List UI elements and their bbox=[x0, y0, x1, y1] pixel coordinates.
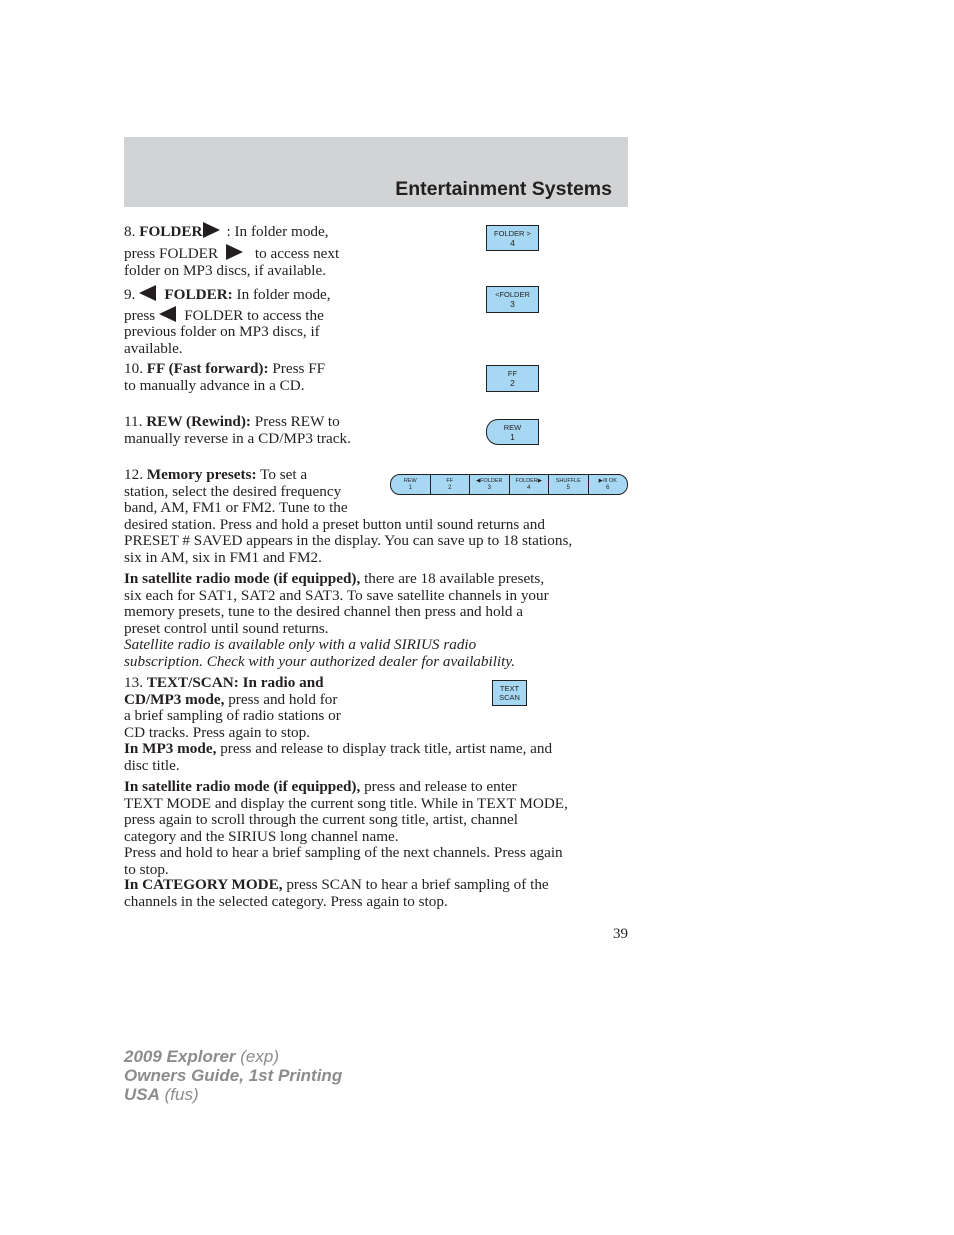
play-right-icon bbox=[226, 244, 243, 260]
preset-6-button[interactable]: ▶/II OK 6 bbox=[598, 477, 617, 491]
category-mode-paragraph: In CATEGORY MODE, press SCAN to hear a brief sampling of the channels in the selected category. Press again to stop. bbox=[124, 876, 549, 910]
preset-5-button[interactable]: SHUFFLE 5 bbox=[549, 475, 589, 494]
preset-1-button[interactable]: REW 1 bbox=[391, 475, 431, 494]
folder-next-button[interactable]: FOLDER > 4 bbox=[486, 225, 539, 251]
text-scan-button[interactable]: TEXT SCAN bbox=[492, 680, 527, 706]
preset-2-button[interactable]: FF 2 bbox=[431, 475, 471, 494]
item-folder-prev: 9. FOLDER: In folder mode, press FOLDER to access the previous folder on MP3 discs, if available. bbox=[124, 286, 331, 357]
mp3-mode-paragraph: In MP3 mode, press and release to display track title, artist name, and disc title. bbox=[124, 740, 553, 774]
ff-button[interactable]: FF 2 bbox=[486, 365, 539, 392]
play-right-icon bbox=[203, 222, 220, 238]
folder-prev-button[interactable]: <FOLDER 3 bbox=[486, 286, 539, 313]
item-folder-next: 8. FOLDER : In folder mode, press FOLDER to access next folder on MP3 discs, if available. bbox=[124, 223, 340, 279]
rew-button[interactable]: REW 1 bbox=[486, 419, 539, 445]
satellite-presets-paragraph: In satellite radio mode (if equipped), there are 18 available presets, six each for SAT1, SAT2 and SAT3. To save satellite channels in your memory presets, tune to the desired channel then press and hold a preset control until sound returns. Satellite radio is available only with a valid SIRIUS radio subscription. Check with your authorized dealer for availability. bbox=[124, 570, 549, 670]
item-memory-presets: 12. Memory presets: To set a station, select the desired frequency band, AM, FM1 or FM2. Tune to the desired station. Press and hold a preset button until sound returns and PRESET # SAVED appears in the display. You can save up to 18 stations, six in AM, six in FM1 and FM2. bbox=[124, 466, 573, 566]
section-title: Entertainment Systems bbox=[395, 178, 612, 200]
play-left-icon bbox=[159, 306, 176, 322]
preset-4-button[interactable]: FOLDER▶ 4 bbox=[510, 475, 550, 494]
document-footer: 2009 Explorer (exp) Owners Guide, 1st Printing USA (fus) bbox=[124, 1047, 343, 1104]
page-number: 39 bbox=[613, 926, 628, 942]
item-text-scan: 13. TEXT/SCAN: In radio and CD/MP3 mode, press and hold for a brief sampling of radio stations or CD tracks. Press again to stop. bbox=[124, 674, 341, 741]
item-rewind: 11. REW (Rewind): Press REW to manually reverse in a CD/MP3 track. bbox=[124, 413, 351, 447]
play-left-icon bbox=[139, 285, 156, 301]
satellite-text-paragraph: In satellite radio mode (if equipped), press and release to enter TEXT MODE and display the current song title. While in TEXT MODE, press again to scroll through the current song title, artist, channel category and the SIRIUS long channel name. Press and hold to hear a brief sampling of the next channels. Press again to stop. bbox=[124, 778, 568, 878]
section-header bbox=[124, 137, 628, 207]
memory-presets-bar bbox=[390, 474, 628, 495]
preset-3-button[interactable]: ◀FOLDER 3 bbox=[470, 475, 510, 494]
item-fast-forward: 10. FF (Fast forward): Press FF to manually advance in a CD. bbox=[124, 360, 326, 394]
